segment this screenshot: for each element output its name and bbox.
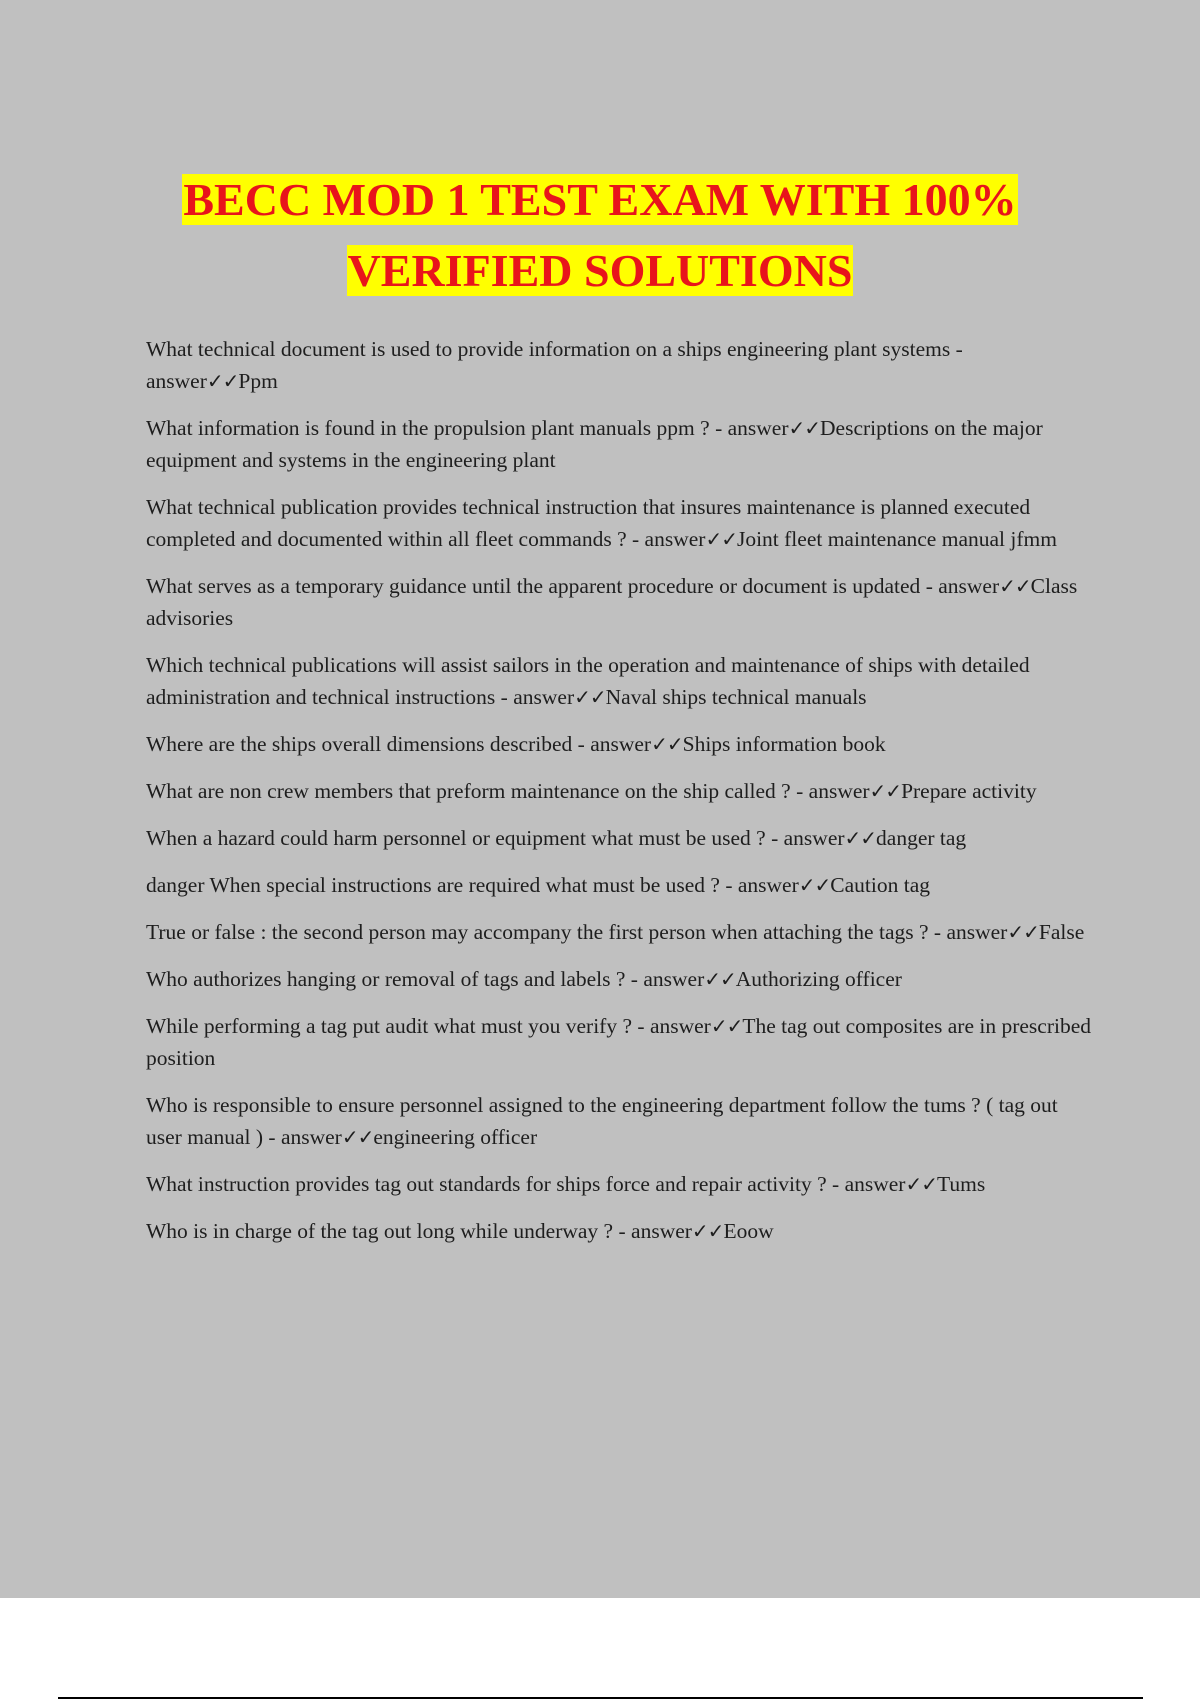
- answer-label: answer: [946, 920, 1008, 944]
- separator: -: [790, 779, 809, 803]
- double-check-icon: ✓✓: [651, 732, 683, 756]
- answer-label: answer: [649, 1014, 711, 1038]
- title-line-1: BECC MOD 1 TEST EXAM WITH 100%: [183, 174, 1017, 225]
- question-text: Who is responsible to ensure personnel assigned to the engineering department follow the tums ? ( tag out user manual ): [146, 1093, 1058, 1149]
- answer-text: Authorizing officer: [735, 967, 902, 991]
- answer-text: Joint fleet maintenance manual jfmm: [736, 527, 1057, 551]
- double-check-icon: ✓✓: [999, 574, 1031, 598]
- qa-item: [146, 649, 1091, 713]
- double-check-icon: ✓✓: [710, 1014, 743, 1038]
- footer-divider: [58, 1697, 1143, 1699]
- qa-item: [146, 491, 1091, 555]
- answer-text: Prepare activity: [901, 779, 1037, 803]
- qa-item: [146, 822, 1091, 854]
- qa-item: [146, 333, 1091, 397]
- answer-label: answer: [808, 779, 870, 803]
- answer-text: Ships information book: [682, 732, 886, 756]
- document-title: [0, 170, 1200, 312]
- separator: -: [572, 732, 591, 756]
- double-check-icon: ✓✓: [574, 685, 606, 709]
- separator: -: [613, 1219, 632, 1243]
- question-text: Which technical publications will assist sailors in the operation and maintenance of ships with detailed administration and technical instructions: [146, 653, 1030, 709]
- answer-text: engineering officer: [373, 1125, 538, 1149]
- qa-item: [146, 728, 1091, 760]
- double-check-icon: ✓✓: [341, 1125, 374, 1149]
- answer-text: The tag out composites are in prescribed position: [146, 1014, 1092, 1070]
- question-text: What information is found in the propulsion plant manuals ppm ?: [146, 416, 710, 440]
- separator: -: [625, 967, 644, 991]
- qa-item: [146, 1168, 1091, 1200]
- qa-item: [146, 412, 1091, 476]
- separator: -: [950, 337, 963, 361]
- answer-text: danger tag: [876, 826, 967, 850]
- qa-item: [146, 775, 1091, 807]
- answer-label: answer: [513, 685, 575, 709]
- question-text: True or false : the second person may accompany the first person when attaching the tags ?: [146, 920, 929, 944]
- answer-label: answer: [844, 1172, 906, 1196]
- answer-text: Descriptions on the major equipment and systems in the engineering plant: [146, 416, 1043, 472]
- title-line-2: VERIFIED SOLUTIONS: [347, 245, 853, 296]
- double-check-icon: ✓✓: [798, 873, 831, 897]
- double-check-icon: ✓✓: [705, 527, 737, 551]
- separator: -: [709, 416, 728, 440]
- question-text: What instruction provides tag out standards for ships force and repair activity ?: [146, 1172, 827, 1196]
- separator: -: [920, 574, 939, 598]
- answer-label: answer: [644, 527, 706, 551]
- answer-label: answer: [643, 967, 705, 991]
- question-text: Who is in charge of the tag out long while underway ?: [146, 1219, 614, 1243]
- double-check-icon: ✓✓: [869, 779, 902, 803]
- answer-label: answer: [280, 1125, 342, 1149]
- qa-item: [146, 869, 1091, 901]
- question-text: What serves as a temporary guidance until the apparent procedure or document is updated: [146, 574, 921, 598]
- double-check-icon: ✓✓: [788, 416, 821, 440]
- separator: -: [626, 527, 645, 551]
- separator: -: [765, 826, 784, 850]
- answer-label: answer: [783, 826, 845, 850]
- qa-item: [146, 916, 1091, 948]
- question-text: What technical publication provides technical instruction that insures maintenance is planned executed completed and documented within all fleet commands ?: [146, 495, 1031, 551]
- question-text: Who authorizes hanging or removal of tags and labels ?: [146, 967, 626, 991]
- double-check-icon: ✓✓: [844, 826, 877, 850]
- answer-label: answer: [737, 873, 799, 897]
- question-text: Where are the ships overall dimensions described: [146, 732, 573, 756]
- separator: -: [632, 1014, 650, 1038]
- double-check-icon: ✓✓: [704, 967, 736, 991]
- double-check-icon: ✓✓: [691, 1219, 724, 1243]
- qa-item: [146, 1089, 1091, 1153]
- answer-text: Tums: [936, 1172, 986, 1196]
- answer-label: answer: [590, 732, 652, 756]
- answer-text: Naval ships technical manuals: [605, 685, 867, 709]
- separator: -: [495, 685, 514, 709]
- answer-text: Caution tag: [830, 873, 931, 897]
- separator: -: [719, 873, 738, 897]
- answer-label: answer: [146, 369, 207, 393]
- separator: -: [928, 920, 947, 944]
- answer-text: Eoow: [723, 1219, 774, 1243]
- double-check-icon: ✓✓: [905, 1172, 937, 1196]
- double-check-icon: ✓✓: [206, 369, 239, 393]
- qa-item: [146, 1010, 1091, 1074]
- answer-text: False: [1038, 920, 1085, 944]
- question-text: danger When special instructions are required what must be used ?: [146, 873, 720, 897]
- separator: -: [826, 1172, 845, 1196]
- answer-label: answer: [727, 416, 789, 440]
- question-text: While performing a tag put audit what must you verify ?: [146, 1014, 633, 1038]
- double-check-icon: ✓✓: [1007, 920, 1039, 944]
- answer-label: answer: [631, 1219, 692, 1243]
- question-answer-list: [146, 333, 1091, 1262]
- question-text: When a hazard could harm personnel or equipment what must be used ?: [146, 826, 766, 850]
- answer-text: Ppm: [238, 369, 278, 393]
- answer-label: answer: [938, 574, 1000, 598]
- qa-item: [146, 570, 1091, 634]
- separator: -: [263, 1125, 281, 1149]
- question-text: What are non crew members that preform maintenance on the ship called ?: [146, 779, 791, 803]
- answer-text: Class advisories: [146, 574, 1078, 630]
- qa-item: [146, 1215, 1091, 1247]
- question-text: What technical document is used to provide information on a ships engineering plant systems: [146, 337, 951, 361]
- qa-item: [146, 963, 1091, 995]
